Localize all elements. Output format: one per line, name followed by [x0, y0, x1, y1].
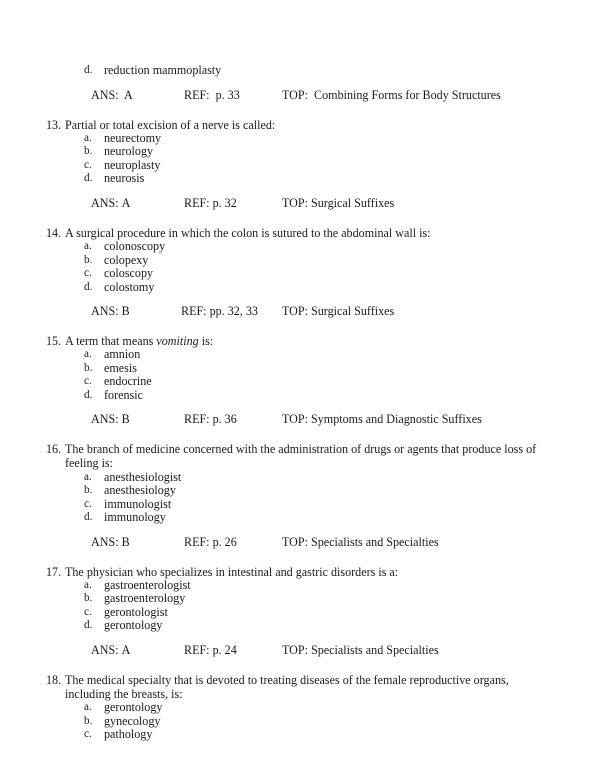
ans-label: ANS:: [91, 87, 119, 102]
ans-value: B: [121, 412, 130, 427]
option-letter: c.: [84, 158, 92, 171]
option-letter: b.: [84, 592, 93, 605]
answer-ans-cell: [91, 643, 130, 657]
top-label: TOP:: [282, 534, 308, 549]
option-letter: c.: [84, 605, 92, 618]
question-stem: [40, 673, 560, 701]
option-letter: d.: [84, 172, 93, 185]
question-stem: [40, 442, 560, 470]
ref-label: REF:: [184, 195, 210, 210]
option-letter: a.: [84, 701, 92, 714]
option-text: pathology: [104, 727, 153, 742]
option-letter: d.: [84, 511, 93, 524]
option-text: neurectomy: [104, 130, 162, 145]
option-letter: b.: [84, 253, 93, 266]
option-item[interactable]: [84, 159, 560, 173]
option-letter: a.: [84, 348, 92, 361]
ans-value: A: [123, 87, 133, 102]
question-block: [40, 673, 560, 742]
option-text: endocrine: [104, 374, 152, 389]
ref-value: p. 36: [212, 412, 237, 427]
option-text: colopexy: [104, 252, 149, 267]
option-text: coloscopy: [104, 266, 154, 280]
question-block: [40, 442, 560, 548]
top-value: Surgical Suffixes: [311, 195, 395, 210]
question-text: [65, 565, 560, 579]
ans-value: B: [121, 534, 130, 549]
option-item[interactable]: [84, 348, 560, 362]
ans-label: ANS:: [91, 412, 119, 427]
answer-ans-cell: [91, 88, 133, 102]
option-letter: a.: [84, 470, 92, 483]
option-item[interactable]: [84, 132, 560, 146]
option-item[interactable]: [84, 240, 560, 254]
answer-top-cell: [282, 304, 394, 318]
ans-label: ANS:: [91, 304, 119, 318]
option-text: gastroenterology: [104, 591, 186, 606]
option-item[interactable]: [84, 254, 560, 268]
option-item[interactable]: [84, 592, 560, 606]
option-item[interactable]: [84, 511, 560, 525]
option-text: amnion: [104, 347, 141, 362]
answer-top-cell: [282, 88, 501, 102]
answer-top-cell: [282, 535, 439, 549]
question-number: 17.: [46, 564, 62, 579]
ans-label: ANS:: [91, 195, 119, 210]
answer-ref-cell: [184, 535, 237, 549]
answer-line: [91, 88, 560, 102]
question-block: [40, 334, 560, 426]
ref-label: REF:: [181, 304, 207, 318]
question-text: [65, 673, 560, 701]
question-text: [65, 226, 560, 240]
answer-ref-cell: [184, 88, 240, 102]
option-letter: c.: [84, 267, 92, 279]
answer-line: [91, 643, 560, 657]
ref-label: REF:: [184, 87, 210, 102]
answer-ref-cell: [184, 643, 237, 657]
answer-line: [91, 535, 560, 549]
option-letter: a.: [84, 578, 92, 591]
answer-ans-cell: [91, 196, 130, 210]
option-text: immunology: [104, 510, 166, 525]
question-stem: [40, 226, 560, 240]
question-block: [40, 565, 560, 657]
top-value: Surgical Suffixes: [311, 304, 395, 318]
ans-value: B: [121, 304, 130, 318]
option-letter: c.: [84, 375, 92, 388]
answer-ans-cell: [91, 535, 130, 549]
top-value: Specialists and Specialties: [311, 642, 439, 657]
option-text: gastroenterologist: [104, 577, 191, 592]
option-list: [40, 579, 560, 633]
option-text: colostomy: [104, 279, 155, 294]
question-stem: [40, 334, 560, 348]
question-text-part: A term that means: [65, 334, 157, 348]
option-text: gynecology: [104, 713, 161, 728]
question-text-part: A surgical procedure in which the colon is sutured to the abdominal wall is:: [65, 225, 431, 240]
question-text-part: is:: [198, 334, 214, 348]
question-number: 15.: [46, 334, 62, 348]
option-item[interactable]: [84, 498, 560, 512]
option-text: neurosis: [104, 171, 145, 186]
option-letter: b.: [84, 714, 93, 727]
ref-label: REF:: [184, 534, 210, 549]
ans-value: A: [121, 642, 131, 657]
top-value: Combining Forms for Body Structures: [314, 87, 501, 102]
option-text: anesthesiology: [104, 483, 176, 498]
option-item[interactable]: [84, 701, 560, 715]
question-italic-term: vomiting: [156, 334, 199, 348]
option-text: reduction mammoplasty: [104, 63, 222, 77]
option-item[interactable]: [84, 619, 560, 633]
option-list: [40, 701, 560, 742]
option-text: gerontologist: [104, 604, 168, 619]
question-number: 14.: [46, 225, 62, 240]
question-text: [65, 334, 560, 348]
option-item[interactable]: [84, 728, 560, 742]
ref-label: REF:: [184, 642, 210, 657]
answer-line: [91, 196, 560, 210]
option-list: [40, 240, 560, 294]
option-item[interactable]: [84, 484, 560, 498]
option-letter: d.: [84, 64, 93, 76]
option-text: neurology: [104, 144, 154, 159]
option-letter: c.: [84, 728, 92, 741]
answer-top-cell: [282, 196, 394, 210]
option-item[interactable]: [84, 606, 560, 620]
top-label: TOP:: [282, 304, 308, 318]
question-number: 18.: [46, 672, 62, 687]
option-item[interactable]: [84, 362, 560, 376]
answer-ans-cell: [91, 304, 130, 318]
ans-label: ANS:: [91, 642, 119, 657]
option-list: [40, 132, 560, 186]
ref-value: p. 33: [215, 87, 240, 102]
answer-line: [91, 412, 560, 426]
ref-label: REF:: [184, 412, 210, 427]
option-letter: a.: [84, 131, 92, 144]
option-text: emesis: [104, 360, 137, 375]
top-label: TOP:: [282, 412, 308, 427]
question-stem: [40, 118, 560, 132]
top-value: Specialists and Specialties: [311, 534, 439, 549]
top-label: TOP:: [282, 87, 308, 102]
option-letter: b.: [84, 361, 93, 374]
answer-ref-cell: [184, 196, 237, 210]
option-item[interactable]: [84, 471, 560, 485]
question-text: [65, 118, 560, 132]
carryover-option: [84, 64, 560, 78]
question-number: 13.: [46, 117, 62, 132]
question-block: [40, 226, 560, 318]
ans-label: ANS:: [91, 534, 119, 549]
option-item[interactable]: [84, 389, 560, 403]
answer-top-cell: [282, 412, 482, 426]
option-text: forensic: [104, 387, 143, 402]
option-item[interactable]: [84, 579, 560, 593]
question-text-part: The physician who specializes in intestinal and gastric disorders is a:: [65, 564, 399, 579]
questions-container: [40, 118, 560, 742]
question-block: [40, 118, 560, 210]
option-item[interactable]: [84, 145, 560, 159]
ref-value: p. 24: [212, 642, 237, 657]
question-text-part: The medical specialty that is devoted to treating diseases of the female reproductive organs, including the breasts, is:: [65, 672, 509, 702]
option-letter: b.: [84, 484, 93, 497]
option-text: colonoscopy: [104, 239, 166, 253]
option-text: gerontology: [104, 618, 163, 633]
option-letter: c.: [84, 497, 92, 510]
option-text: immunologist: [104, 496, 172, 511]
answer-ref-cell: [181, 304, 258, 318]
option-item[interactable]: [84, 267, 560, 281]
answer-ref-cell: [184, 412, 237, 426]
option-letter: d.: [84, 619, 93, 632]
answer-top-cell: [282, 643, 439, 657]
question-text-part: Partial or total excision of a nerve is called:: [65, 117, 276, 132]
option-text: gerontology: [104, 700, 163, 715]
top-label: TOP:: [282, 642, 308, 657]
option-letter: d.: [84, 280, 93, 293]
option-letter: a.: [84, 240, 92, 252]
option-item[interactable]: [84, 375, 560, 389]
option-list: [40, 348, 560, 402]
option-text: anesthesiologist: [104, 469, 182, 484]
option-item[interactable]: [84, 172, 560, 186]
answer-ans-cell: [91, 412, 130, 426]
ref-value: p. 26: [212, 534, 237, 549]
option-text: neuroplasty: [104, 157, 161, 172]
option-item[interactable]: [84, 715, 560, 729]
question-text: [65, 442, 560, 470]
question-stem: [40, 565, 560, 579]
question-text-part: The branch of medicine concerned with the administration of drugs or agents that produce loss of feeling is:: [65, 442, 537, 471]
ref-value: p. 32: [212, 195, 237, 210]
option-letter: b.: [84, 145, 93, 158]
ref-value: pp. 32, 33: [209, 304, 258, 318]
option-list: [40, 471, 560, 525]
ans-value: A: [121, 195, 131, 210]
answer-line: [91, 304, 560, 318]
top-label: TOP:: [282, 195, 308, 210]
question-number: 16.: [46, 442, 62, 457]
option-letter: d.: [84, 388, 93, 401]
top-value: Symptoms and Diagnostic Suffixes: [311, 412, 482, 427]
option-item[interactable]: [84, 281, 560, 295]
